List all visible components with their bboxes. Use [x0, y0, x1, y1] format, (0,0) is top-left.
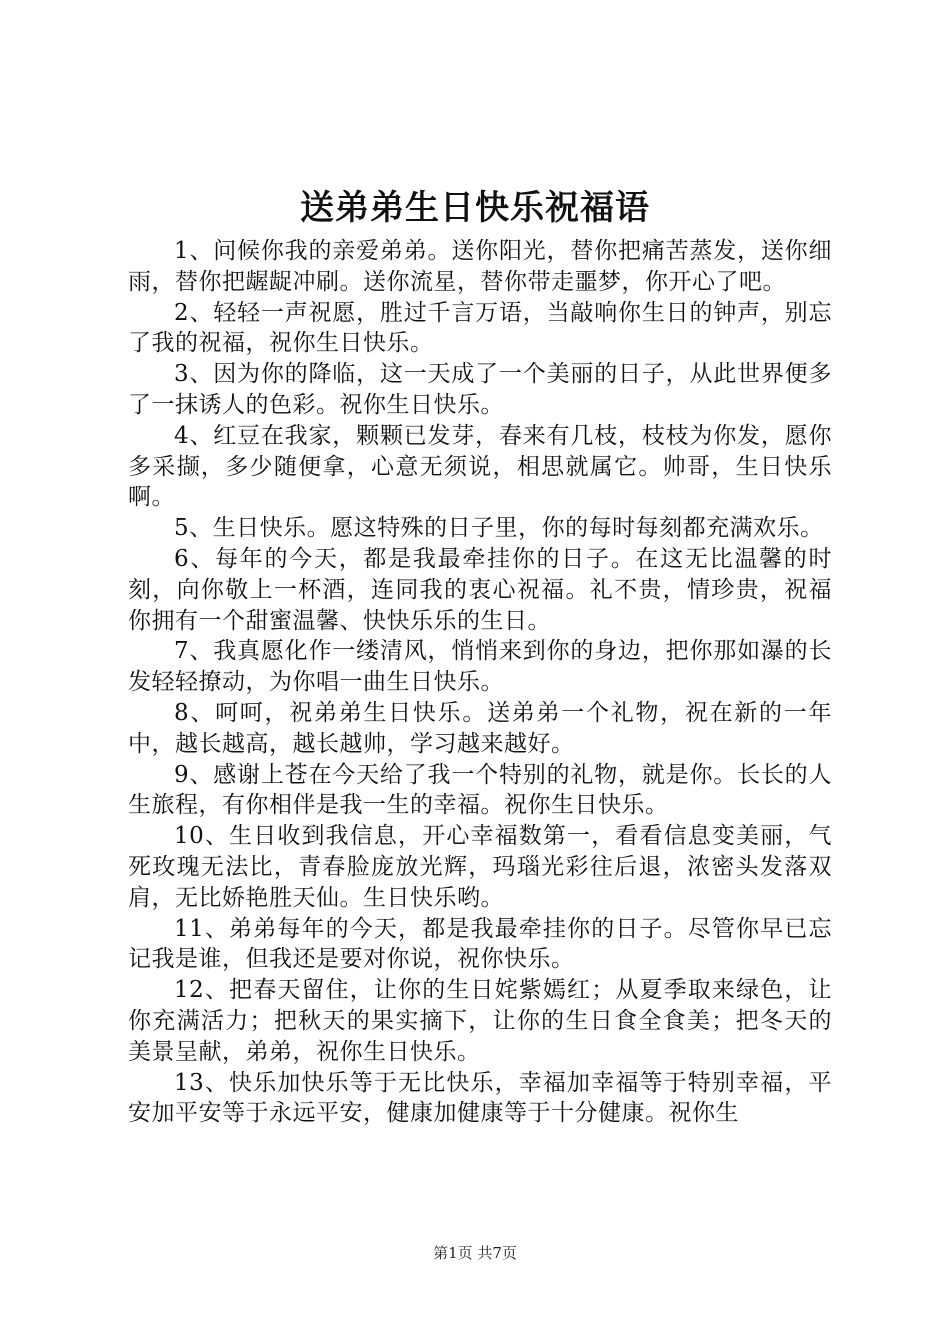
paragraph: 12、把春天留住，让你的生日姹紫嫣红；从夏季取来绿色，让你充满活力；把秋天的果实摘下，让你的生日食全食美；把冬天的美景呈献，弟弟，祝你生日快乐。: [128, 977, 832, 1065]
paragraph: 7、我真愿化作一缕清风，悄悄来到你的身边，把你那如瀑的长发轻轻撩动，为你唱一曲生日快乐。: [128, 638, 832, 696]
paragraph: 2、轻轻一声祝愿，胜过千言万语，当敲响你生日的钟声，别忘了我的祝福，祝你生日快乐。: [128, 299, 832, 357]
paragraph: 9、感谢上苍在今天给了我一个特别的礼物，就是你。长长的人生旅程，有你相伴是我一生的幸福。祝你生日快乐。: [128, 761, 832, 819]
page-number-footer: 第1页 共7页: [433, 1244, 517, 1262]
paragraph: 10、生日收到我信息，开心幸福数第一，看看信息变美丽，气死玫瑰无法比，青春脸庞放光辉，玛瑙光彩往后退，浓密头发落双肩，无比娇艳胜天仙。生日快乐哟。: [128, 823, 832, 911]
document-title: 送弟弟生日快乐祝福语: [300, 188, 650, 228]
paragraph: 5、生日快乐。愿这特殊的日子里，你的每时每刻都充满欢乐。: [174, 515, 824, 542]
paragraph: 8、呵呵，祝弟弟生日快乐。送弟弟一个礼物，祝在新的一年中，越长越高，越长越帅，学习越来越好。: [128, 699, 832, 757]
document-body: [128, 236, 832, 1129]
paragraph: 11、弟弟每年的今天，都是我最牵挂你的日子。尽管你早已忘记我是谁，但我还是要对你说，祝你快乐。: [128, 915, 832, 973]
paragraph: 6、每年的今天，都是我最牵挂你的日子。在这无比温馨的时刻，向你敬上一杯酒，连同我的衷心祝福。礼不贵，情珍贵，祝福你拥有一个甜蜜温馨、快快乐乐的生日。: [128, 545, 832, 634]
paragraph: 3、因为你的降临，这一天成了一个美丽的日子，从此世界便多了一抹诱人的色彩。祝你生日快乐。: [128, 361, 832, 418]
paragraph: 1、问候你我的亲爱弟弟。送你阳光，替你把痛苦蒸发，送你细雨，替你把龌龊冲刷。送你流星，替你带走噩梦，你开心了吧。: [128, 238, 832, 295]
paragraph: 13、快乐加快乐等于无比快乐，幸福加幸福等于特别幸福，平安加平安等于永远平安，健康加健康等于十分健康。祝你生: [128, 1069, 832, 1127]
paragraph: 4、红豆在我家，颗颗已发芽，春来有几枝，枝枝为你发，愿你多采撷，多少随便拿，心意无须说，相思就属它。帅哥，生日快乐啊。: [128, 422, 832, 511]
